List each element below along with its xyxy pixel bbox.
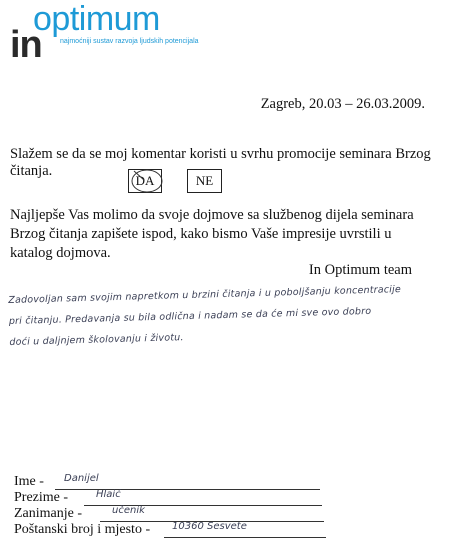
consent-option-yes[interactable]: DA: [128, 169, 162, 193]
last-name-label: Prezime -: [14, 490, 69, 505]
selection-circle-icon: [128, 166, 166, 196]
consent-question: Slažem se da se moj komentar koristi u svrhu promocije seminara Brzog čitanja.: [10, 146, 431, 179]
logo-wordmark: optimum: [33, 0, 160, 38]
first-name-label: Ime -: [14, 474, 44, 489]
first-name-line: [55, 489, 320, 490]
first-name-field[interactable]: Danijel: [64, 473, 99, 484]
postal-city-line: [164, 537, 326, 538]
comment-line: Zadovoljan sam svojim napretkom u brzini čitanja i u poboljšanju koncentracije: [8, 284, 402, 306]
postal-city-label: Poštanski broj i mjesto -: [14, 522, 151, 537]
comment-line: pri čitanju. Predavanja su bila odlična i nadam se da će mi sve ovo dobro: [8, 305, 372, 327]
consent-option-no[interactable]: NE: [187, 169, 222, 193]
postal-city-field[interactable]: 10360 Sesvete: [172, 521, 247, 532]
date-range: Zagreb, 20.03 – 26.03.2009.: [260, 96, 425, 112]
occupation-field[interactable]: učenik: [112, 505, 145, 516]
instructions-text: Najljepše Vas molimo da svoje dojmove sa službenog dijela seminara Brzog čitanja zapišete ispod, kako bismo Vaše impresije uvrstili u katalog dojmova.: [10, 207, 414, 261]
handwritten-comment: [8, 278, 450, 353]
comment-line: doći u daljnjem školovanju i životu.: [9, 332, 184, 348]
logo-tagline: najmoćniji sustav razvoja ljudskih potencijala: [60, 38, 199, 45]
occupation-label: Zanimanje -: [14, 506, 83, 521]
last-name-field[interactable]: Hlaić: [96, 489, 121, 500]
logo-prefix: in: [10, 24, 42, 66]
team-signature: In Optimum team: [308, 262, 412, 278]
